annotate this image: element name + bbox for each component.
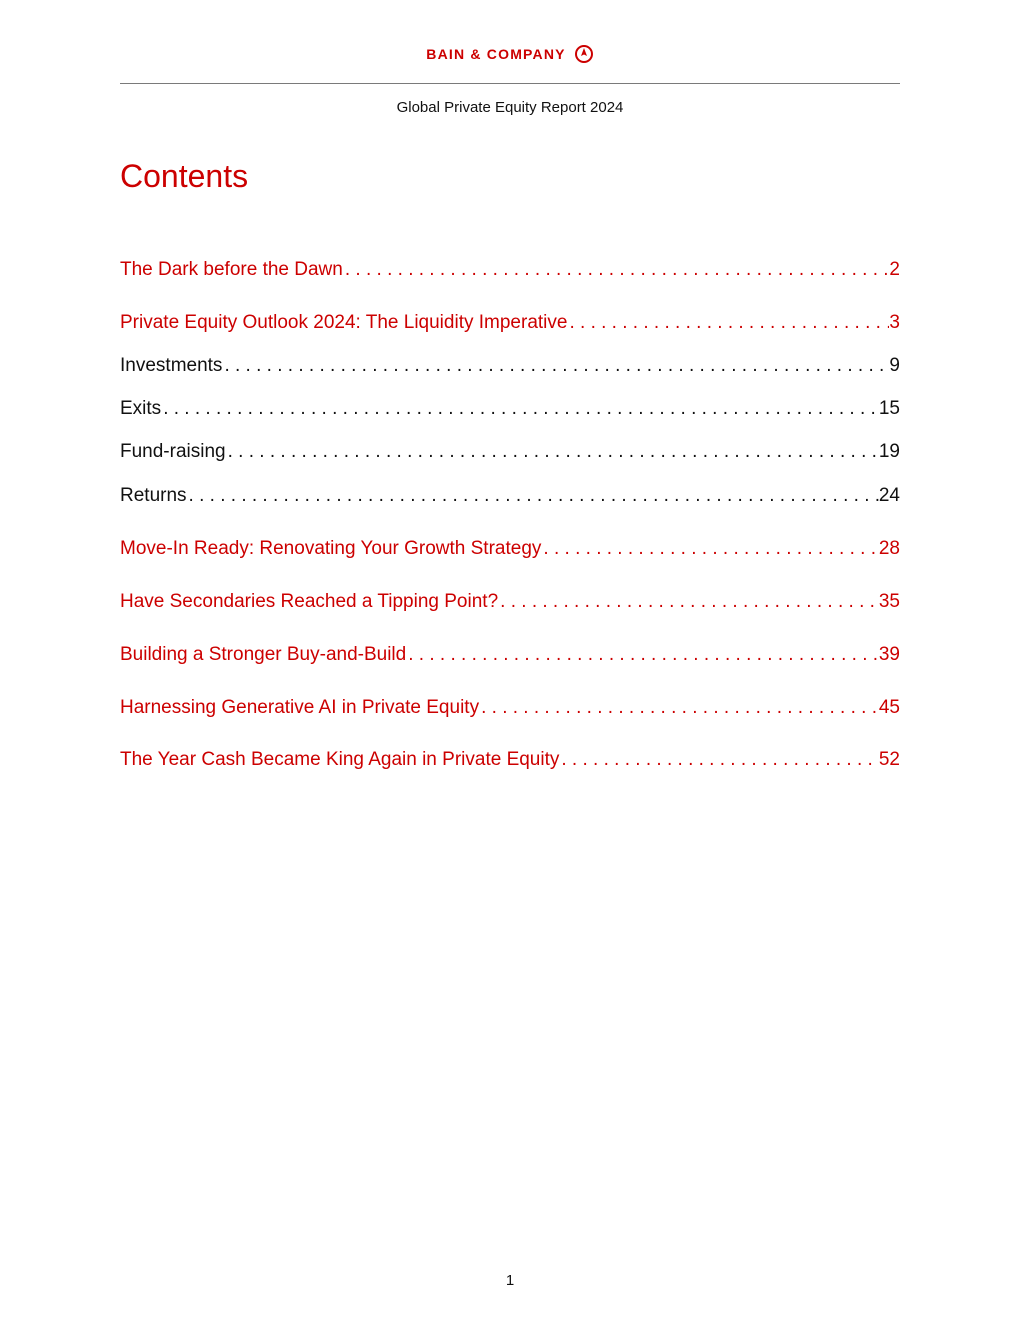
toc-entry-page: 3 [889,312,900,333]
toc-entry[interactable] [120,310,900,336]
toc-entry-title: The Dark before the Dawn [120,259,343,280]
brand-name: BAIN & COMPANY [426,46,566,62]
toc-entry[interactable] [120,483,900,509]
toc-dot-leader [161,396,879,422]
toc-entry[interactable] [120,589,900,615]
toc-entry-page: 45 [878,697,900,718]
toc-entry-title: Investments [120,355,223,376]
toc-entry[interactable] [120,257,900,283]
toc-entry-page: 19 [878,441,900,462]
brand-logo [0,44,1020,64]
toc-entry-title: The Year Cash Became King Again in Private Equity [120,749,560,770]
compass-icon [574,44,594,64]
toc-entry-page: 39 [878,644,900,665]
toc-entry-title: Private Equity Outlook 2024: The Liquidity Imperative [120,312,568,333]
page-number: 1 [505,1272,515,1289]
toc-dot-leader [226,439,879,465]
header-divider [120,83,900,84]
toc-entry[interactable] [120,695,900,721]
toc-dot-leader [187,483,879,509]
report-title: Global Private Equity Report 2024 [396,99,624,116]
toc-entry[interactable] [120,642,900,668]
toc-entry-title: Fund-raising [120,441,226,462]
toc-dot-leader [541,536,878,562]
toc-entry-title: Have Secondaries Reached a Tipping Point? [120,591,499,612]
contents-heading: Contents [120,158,249,194]
toc-entry-page: 9 [889,355,900,376]
toc-entry-title: Move-In Ready: Renovating Your Growth Strategy [120,538,542,559]
toc-entry-page: 52 [878,749,900,770]
toc-entry[interactable] [120,747,900,773]
toc-entry-title: Returns [120,485,187,506]
toc-dot-leader [222,353,889,379]
toc-dot-leader [559,747,878,773]
toc-entry[interactable] [120,439,900,465]
toc-dot-leader [479,695,879,721]
toc-entry-page: 24 [878,485,900,506]
toc-entry-title: Harnessing Generative AI in Private Equity [120,697,480,718]
toc-entry[interactable] [120,353,900,379]
toc-entry-page: 28 [878,538,900,559]
toc-dot-leader [406,642,879,668]
toc-entry-page: 15 [878,398,900,419]
toc-dot-leader [343,257,890,283]
toc-entry-page: 2 [889,259,900,280]
toc-entry-page: 35 [878,591,900,612]
toc-entry-title: Exits [120,398,162,419]
toc-entry-title: Building a Stronger Buy-and-Build [120,644,407,665]
toc-dot-leader [498,589,879,615]
toc-entry[interactable] [120,396,900,422]
toc-entry[interactable] [120,536,900,562]
toc-dot-leader [567,310,889,336]
